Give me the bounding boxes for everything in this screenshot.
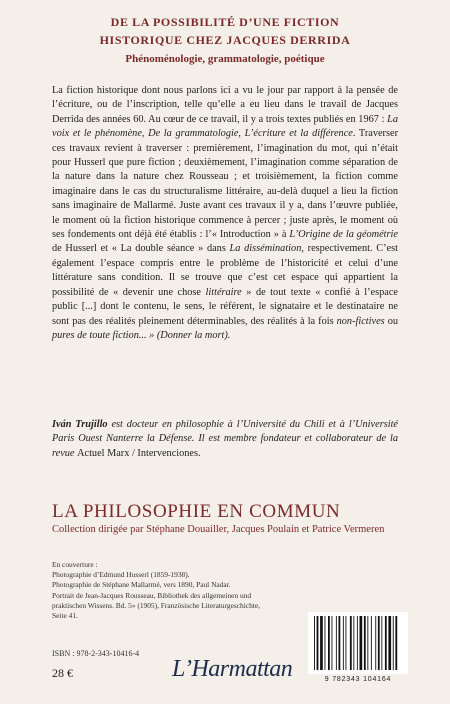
summary-italic-works: La voix et le phénomène, De la grammatologie, L’écriture et la différence — [52, 113, 398, 140]
author-bio — [52, 418, 398, 461]
credit-line: Photographie d’Edmund Husserl (1859-1938). — [52, 570, 190, 580]
book-title-line-2: HISTORIQUE CHEZ JACQUES DERRIDA — [99, 33, 351, 47]
series-direction: Collection dirigée par Stéphane Douailler, Jacques Poulain et Patrice Vermeren — [52, 524, 385, 535]
cover-credits — [52, 560, 322, 621]
summary-part-4: , respectivement. C’est également l’espace compris entre le problème de l’historicité et celui d’une littérature sans condition. Il se trouve que c’est cet espace qui appartient la possibilité de « devenir une chose — [52, 243, 398, 298]
summary-italic-dissemination: La dissémination — [229, 243, 302, 255]
price: 28 € — [52, 666, 73, 680]
book-subtitle: Phénoménologie, grammatologie, poétique — [125, 53, 325, 65]
summary-italic-nonfictives: non-fictives — [336, 315, 385, 327]
summary-part-5: » de tout texte « confié à l’espace public [...] dont le contenu, le sens, le référent, le signataire et le destinataire ne sont pas des réalités pleinement déterminables, des réalités à la fois — [52, 286, 398, 327]
credit-line: Portrait de Jean-Jacques Rousseau, Bibliothek des allgemeinen und — [52, 590, 252, 600]
series-name: LA PHILOSOPHIE EN COMMUN — [52, 501, 341, 522]
author-name: Iván Trujillo — [52, 419, 108, 430]
isbn: ISBN : 978-2-343-10416-4 — [52, 649, 140, 658]
summary-part-6: ou — [384, 315, 398, 327]
summary-part-3: de Husserl et « La double séance » dans — [52, 243, 230, 255]
summary-italic-origine: L’Origine de la géométrie — [289, 229, 398, 241]
book-title-line-1: DE LA POSSIBILITÉ D’UNE FICTION — [110, 15, 340, 29]
summary-part-2: . Traverser ces travaux revient à traverser : premièrement, l’imagination du mot, qui n’était pour Husserl que pure fiction ; deuxièmement, l’imagination comme séparation de la nature dans la nature chez Rousseau ; et troisièmement, la fiction comme imaginaire dans le cas du structuralisme littéraire, au-delà duquel a lieu la fiction sans imaginaire de Mallarmé. Juste avant ces travaux il y a, dans l’œuvre publiée, le moment où la fiction historique commence à percer ; juste après, le moment où ses fondements ont déjà été établis : l’« Introduction » à — [52, 128, 398, 241]
credit-line: praktischen Wissens. Bd. 5» (1905), Französische Literaturgeschichte, — [52, 600, 260, 610]
summary-part-1: La fiction historique dont nous parlons ici a vu le jour par rapport à la pensée de l’écriture, ou de l’inscription, telle qu’elle a eu lieu dans le travail de Jacques Derrida des années 60. Au cœur de ce travail, il y a trois textes publiés en 1967 : — [52, 85, 398, 125]
credit-line: Seite 41. — [52, 611, 78, 621]
revue-name: Actuel Marx / Intervenciones. — [77, 447, 201, 459]
summary-text — [52, 84, 398, 343]
barcode-number: 9 782343 104164 — [324, 676, 392, 683]
credit-line: Photographie de Stéphane Mallarmé, vers 1890, Paul Nadar. — [52, 580, 231, 590]
author-bio-text: est docteur en philosophie à l’Université du Chili et à l’Université Paris Ouest Nanterre la Défense. Il est membre fondateur et collaborateur de la revue — [52, 419, 398, 459]
summary-italic-donner: pures de toute fiction... » (Donner la mort). — [52, 329, 231, 341]
summary-italic-litteraire: littéraire — [205, 286, 242, 298]
barcode-icon — [308, 612, 408, 674]
publisher-name: L’Harmattan — [172, 656, 293, 682]
publisher-logo — [172, 646, 292, 686]
credit-line: En couverture : — [52, 560, 98, 569]
